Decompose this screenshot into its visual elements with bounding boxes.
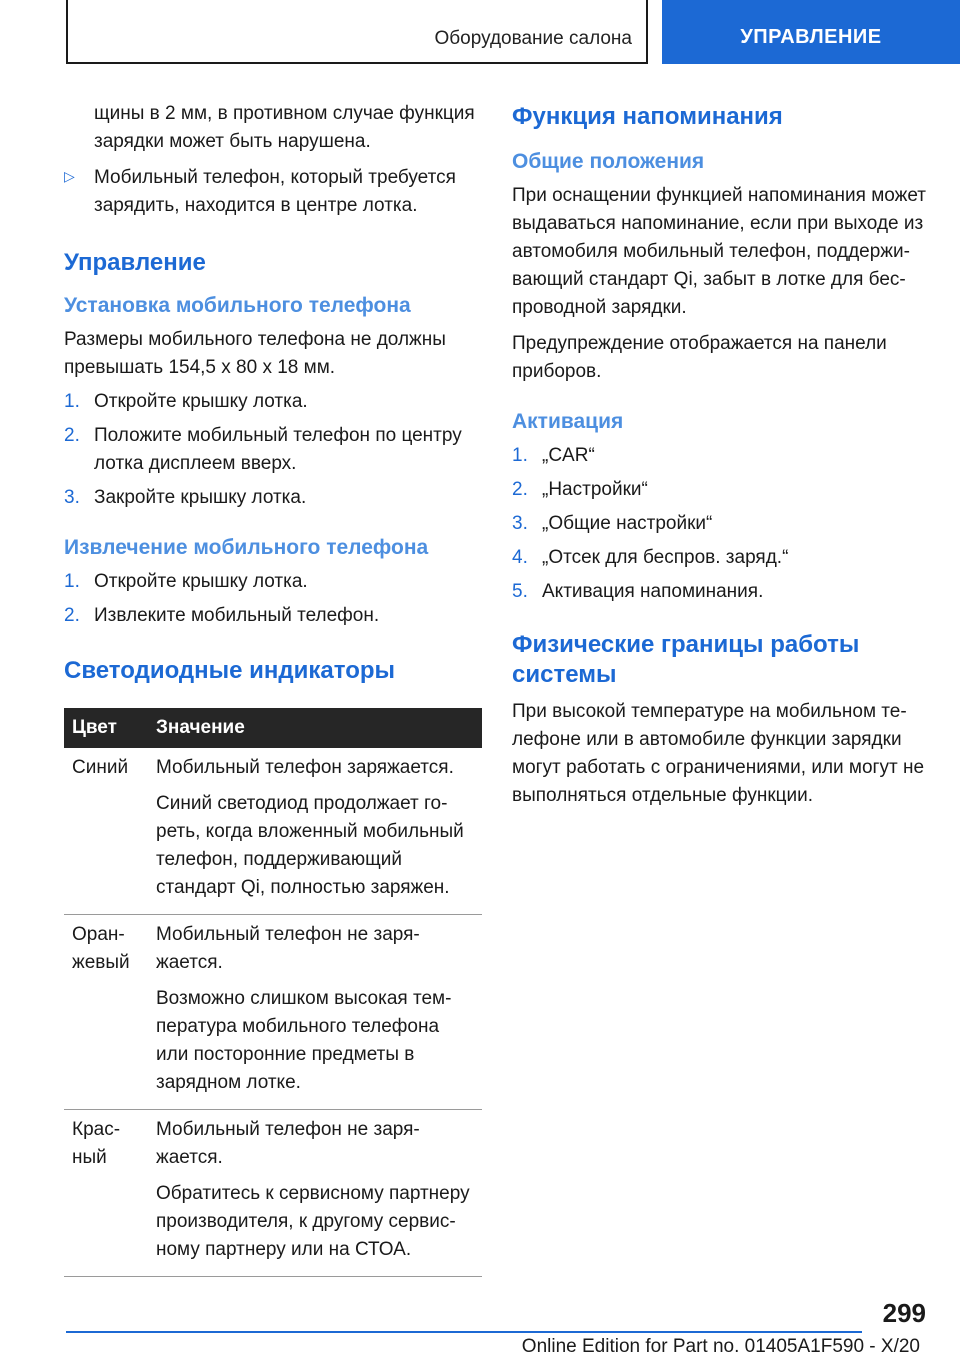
right-column (512, 100, 932, 810)
list-item (512, 544, 932, 572)
step-text: „Отсек для беспров. заряд.“ (542, 547, 789, 568)
heading-reminder: Функция напоминания (512, 103, 783, 130)
led-meaning (148, 1110, 482, 1277)
led-meaning-text: Мобильный телефон заряжается. (156, 757, 454, 778)
table-row (64, 1110, 482, 1277)
column-header-color: Цвет (64, 708, 148, 748)
step-text: Откройте крышку лотка. (94, 391, 308, 412)
list-item (64, 388, 482, 416)
list-item (512, 578, 932, 606)
remove-steps-list (64, 568, 482, 630)
step-number: 1. (64, 571, 80, 592)
install-paragraph: Размеры мобильного телефона не должны превышать 154,5 x 80 x 18 мм. (64, 329, 446, 378)
header-section-title: Оборудование салона (434, 28, 632, 49)
heading-control: Управление (64, 249, 206, 276)
led-color: Синий (64, 748, 148, 915)
led-meaning-text: Мобильный телефон не заря-жается. (156, 924, 420, 973)
step-text: Откройте крышку лотка. (94, 571, 308, 592)
column-header-meaning: Значение (148, 708, 482, 748)
led-meaning (148, 915, 482, 1110)
list-item (512, 510, 932, 538)
header-chapter-tab[interactable] (662, 0, 960, 64)
step-number: 5. (512, 581, 528, 602)
left-column (64, 100, 482, 1277)
install-steps-list (64, 388, 482, 512)
table-row (64, 748, 482, 915)
bullet-item (64, 164, 482, 220)
heading-remove: Извлечение мобильного телефона (64, 536, 429, 559)
led-meaning-detail: Синий светодиод продолжает го-реть, когда вложенный мобильный телефон, поддерживающий стандарт Qi, полностью заряжен. (156, 793, 464, 898)
limits-paragraph: При высокой температуре на мобильном те-лефоне или в автомобиле функции зарядки могут работать с ограничениями, или могут не выполняться отдельные функции. (512, 701, 925, 806)
step-number: 4. (512, 547, 528, 568)
bullet-text: Мобильный телефон, который требуется зарядить, находится в центре лотка. (94, 167, 456, 216)
led-meaning-detail: Возможно слишком высокая тем-пература мобильного телефона или посторонние предметы в зарядном лотке. (156, 988, 452, 1093)
step-text: „Общие настройки“ (542, 513, 713, 534)
step-text: „CAR“ (542, 445, 595, 466)
step-text: „Настройки“ (542, 479, 648, 500)
footer-edition-text: Online Edition for Part no. 01405A1F590 - X/20 (521, 1336, 920, 1357)
led-color: Крас-ный (64, 1110, 148, 1277)
step-number: 2. (64, 425, 80, 446)
list-item (64, 422, 482, 478)
step-number: 1. (64, 391, 80, 412)
step-number: 2. (64, 605, 80, 626)
step-number: 3. (64, 487, 80, 508)
led-meaning (148, 748, 482, 915)
heading-general: Общие положения (512, 150, 705, 173)
step-text: Извлеките мобильный телефон. (94, 605, 380, 626)
heading-install: Установка мобильного телефона (64, 294, 411, 317)
page-number: 299 (882, 1298, 926, 1328)
table-row (64, 915, 482, 1110)
footer-divider (66, 1331, 862, 1333)
activation-steps-list (512, 442, 932, 606)
general-paragraph-2: Предупреждение отображается на панели приборов. (512, 333, 887, 382)
heading-limits: Физические границы работы системы (512, 631, 860, 688)
led-meaning-detail: Обратитесь к сервисному партнеру производителя, к другому сервис-ному партнеру или на СТОА. (156, 1183, 470, 1260)
list-item (512, 476, 932, 504)
step-text: Активация напоминания. (542, 581, 764, 602)
general-paragraph: При оснащении функцией напоминания может выдаваться напоминание, если при выходе из автомобиля мобильный телефон, поддержи-вающий стандарт Qi, забыт в лотке для бес-проводной зарядки. (512, 185, 926, 318)
led-table (64, 708, 482, 1277)
list-item (64, 568, 482, 596)
step-number: 1. (512, 445, 528, 466)
header-chapter-label: УПРАВЛЕНИЕ (740, 25, 882, 48)
step-number: 2. (512, 479, 528, 500)
led-color: Оран-жевый (64, 915, 148, 1110)
table-header-row (64, 708, 482, 748)
led-meaning-text: Мобильный телефон не заря-жается. (156, 1119, 420, 1168)
step-number: 3. (512, 513, 528, 534)
step-text: Положите мобильный телефон по центру лотка дисплеем вверх. (94, 425, 462, 474)
continued-paragraph: щины в 2 мм, в противном случае функция зарядки может быть нарушена. (94, 103, 475, 152)
list-item (64, 484, 482, 512)
heading-activation: Активация (512, 410, 624, 433)
step-text: Закройте крышку лотка. (94, 487, 307, 508)
list-item (512, 442, 932, 470)
header-frame (66, 0, 648, 64)
heading-leds: Светодиодные индикаторы (64, 657, 396, 684)
triangle-bullet-icon: ▷ (64, 168, 75, 184)
list-item (64, 602, 482, 630)
